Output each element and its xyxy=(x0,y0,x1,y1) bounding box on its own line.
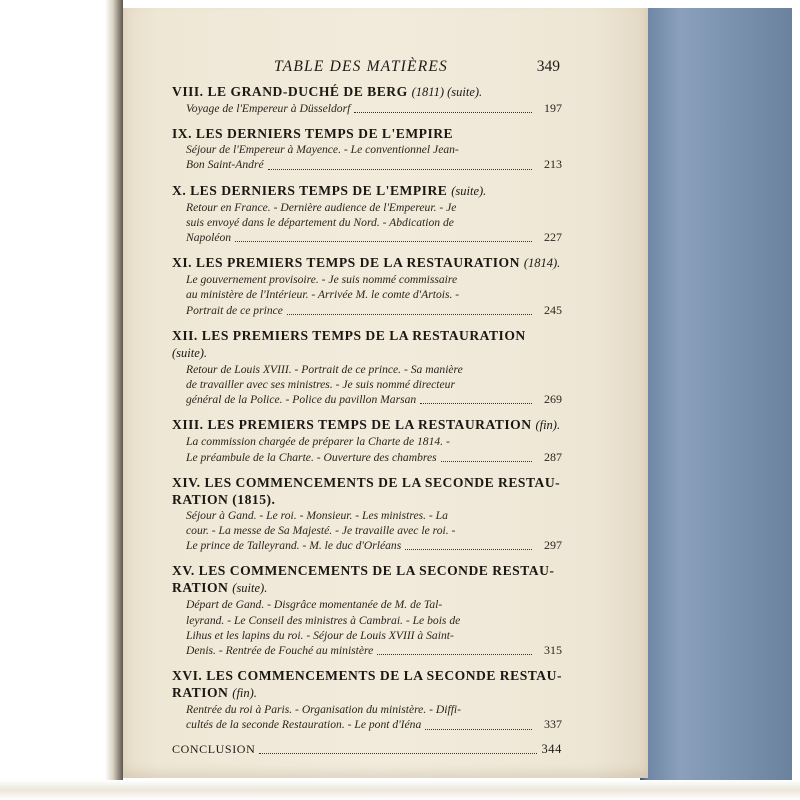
dot-leader xyxy=(287,306,532,315)
summary-line xyxy=(186,230,562,245)
toc-entry xyxy=(172,474,562,554)
summary-line-text: suis envoyé dans le département du Nord. - Abdication de xyxy=(186,215,454,229)
toc-entry xyxy=(172,327,562,408)
book-cover-edge xyxy=(640,8,792,786)
summary-line xyxy=(186,508,562,523)
summary-line xyxy=(186,523,562,538)
summary-line xyxy=(186,101,562,116)
chapter-title xyxy=(172,327,562,362)
summary-line xyxy=(186,303,562,318)
chapter-title xyxy=(172,83,562,101)
summary-line-text: Le prince de Talleyrand. - M. le duc d'Orléans xyxy=(186,539,402,553)
summary-line xyxy=(186,215,562,230)
summary-line-text: Le gouvernement provisoire. - Je suis nommé commissaire xyxy=(186,273,458,287)
chapter-page-number: 213 xyxy=(544,157,562,172)
dot-leader xyxy=(441,453,532,462)
chapter-summary xyxy=(172,142,562,172)
summary-line-text: général de la Police. - Police du pavillon Marsan xyxy=(186,393,417,407)
toc-entry xyxy=(172,562,562,658)
summary-line xyxy=(186,597,562,612)
chapter-title xyxy=(172,474,562,508)
chapter-title xyxy=(172,416,562,434)
summary-line-text: Napoléon xyxy=(186,231,232,245)
summary-line xyxy=(186,142,562,157)
summary-line xyxy=(186,538,562,553)
chapter-title xyxy=(172,182,562,200)
chapter-page-number: 297 xyxy=(544,538,562,553)
summary-line xyxy=(186,287,562,302)
summary-line-text: Le préambule de la Charte. - Ouverture des chambres xyxy=(186,450,437,464)
summary-line xyxy=(186,717,562,732)
chapter-title-text: XI. LES PREMIERS TEMPS DE LA RESTAURATION xyxy=(172,255,520,271)
dot-leader xyxy=(259,745,537,754)
chapter-summary xyxy=(172,272,562,318)
summary-line xyxy=(186,628,562,643)
chapter-title xyxy=(172,667,562,702)
chapter-summary xyxy=(172,434,562,464)
conclusion-entry xyxy=(172,742,562,757)
summary-line xyxy=(186,434,562,449)
summary-line xyxy=(186,702,562,717)
dot-leader xyxy=(377,646,532,655)
chapter-title-qualifier: (suite). xyxy=(172,345,208,360)
summary-line-text: Denis. - Rentrée de Fouché au ministère xyxy=(186,644,374,658)
chapter-title xyxy=(172,562,562,597)
dot-leader xyxy=(405,541,532,550)
dot-leader xyxy=(420,395,532,404)
toc-entry xyxy=(172,125,562,172)
summary-line xyxy=(186,392,562,407)
summary-line xyxy=(186,613,562,628)
chapter-title xyxy=(172,125,562,142)
summary-line-text: Séjour de l'Empereur à Mayence. - Le conventionnel Jean- xyxy=(186,143,459,157)
summary-line-text: La commission chargée de préparer la Charte de 1814. - xyxy=(186,435,450,449)
book-gutter xyxy=(0,0,123,800)
summary-line xyxy=(186,450,562,465)
summary-line-text: Voyage de l'Empereur à Düsseldorf xyxy=(186,102,351,115)
summary-line-text: Retour de Louis XVIII. - Portrait de ce prince. - Sa manière xyxy=(186,362,463,376)
chapter-summary xyxy=(172,101,562,116)
chapter-title-qualifier: (suite). xyxy=(232,581,268,596)
running-header-page-number: 349 xyxy=(536,58,560,75)
chapter-title-continuation: RATION (1815). xyxy=(172,491,276,507)
toc-entry xyxy=(172,416,562,464)
summary-line xyxy=(186,643,562,658)
running-header xyxy=(274,58,560,82)
chapter-summary xyxy=(172,702,562,732)
chapter-title xyxy=(172,254,562,272)
chapter-title-qualifier: (1811) (suite). xyxy=(411,85,483,99)
toc-entry xyxy=(172,254,562,318)
chapter-title-continuation: RATION xyxy=(172,685,229,701)
toc-entry xyxy=(172,667,562,732)
conclusion-label: CONCLUSION xyxy=(172,741,256,756)
dot-leader xyxy=(425,721,532,730)
book-bottom-edge xyxy=(0,780,800,800)
chapter-summary xyxy=(172,508,562,554)
dot-leader xyxy=(235,233,532,242)
chapter-title-text: XVI. LES COMMENCEMENTS DE LA SECONDE RESTAU- xyxy=(172,668,562,684)
chapter-page-number: 287 xyxy=(544,449,562,464)
summary-line-text: Séjour à Gand. - Le roi. - Monsieur. - Les ministres. - La xyxy=(186,508,448,522)
summary-line-text: cour. - La messe de Sa Majesté. - Je travaille avec le roi. - xyxy=(186,524,456,538)
table-of-contents xyxy=(172,83,562,757)
summary-line-text: Départ de Gand. - Disgrâce momentanée de M. de Tal- xyxy=(186,598,443,612)
chapter-page-number: 197 xyxy=(544,101,562,115)
running-header-title: TABLE DES MATIÈRES xyxy=(274,58,448,75)
chapter-summary xyxy=(172,597,562,658)
chapter-title-qualifier: (1814). xyxy=(523,256,561,271)
toc-entry xyxy=(172,83,562,116)
summary-line-text: au ministère de l'Intérieur. - Arrivée M. le comte d'Artois. - xyxy=(186,288,460,302)
chapter-summary xyxy=(172,200,562,246)
chapter-page-number: 269 xyxy=(544,392,562,407)
chapter-page-number: 337 xyxy=(544,717,562,732)
chapter-title-qualifier: (suite). xyxy=(451,183,487,198)
chapter-summary xyxy=(172,362,562,408)
chapter-title-qualifier: (fin). xyxy=(232,686,257,701)
summary-line-text: Bon Saint-André xyxy=(186,158,264,172)
dot-leader xyxy=(268,161,532,170)
summary-line xyxy=(186,200,562,215)
chapter-title-text: X. LES DERNIERS TEMPS DE L'EMPIRE xyxy=(172,182,448,198)
chapter-title-text: XII. LES PREMIERS TEMPS DE LA RESTAURATION xyxy=(172,327,526,343)
chapter-page-number: 227 xyxy=(544,230,562,245)
summary-line xyxy=(186,272,562,287)
summary-line xyxy=(186,157,562,172)
chapter-title-qualifier: (fin). xyxy=(535,418,561,433)
chapter-page-number: 315 xyxy=(544,643,562,658)
chapter-title-text: XV. LES COMMENCEMENTS DE LA SECONDE RESTAU- xyxy=(172,563,555,579)
summary-line-text: Retour en France. - Dernière audience de l'Empereur. - Je xyxy=(186,200,457,214)
summary-line-text: cultés de la seconde Restauration. - Le pont d'Iéna xyxy=(186,718,422,732)
chapter-title-text: VIII. LE GRAND-DUCHÉ DE BERG xyxy=(172,84,408,99)
summary-line xyxy=(186,377,562,392)
summary-line-text: leyrand. - Le Conseil des ministres à Cambrai. - Le bois de xyxy=(186,613,461,627)
summary-line-text: de travailler avec ses ministres. - Je suis nommé directeur xyxy=(186,378,455,392)
chapter-page-number: 245 xyxy=(544,302,562,317)
chapter-title-text: XIV. LES COMMENCEMENTS DE LA SECONDE RESTAU- xyxy=(172,474,561,490)
summary-line-text: Rentrée du roi à Paris. - Organisation du ministère. - Diffi- xyxy=(186,703,462,717)
conclusion-page-number: 344 xyxy=(541,741,562,756)
summary-line-text: Lihus et les lapins du roi. - Séjour de Louis XVIII à Saint- xyxy=(186,628,454,642)
toc-entry xyxy=(172,182,562,246)
summary-line xyxy=(186,362,562,377)
chapter-title-text: IX. LES DERNIERS TEMPS DE L'EMPIRE xyxy=(172,126,454,142)
summary-line-text: Portrait de ce prince xyxy=(186,303,283,317)
dot-leader xyxy=(354,104,532,113)
chapter-title-continuation: RATION xyxy=(172,580,229,596)
chapter-title-text: XIII. LES PREMIERS TEMPS DE LA RESTAURATION xyxy=(172,417,532,433)
